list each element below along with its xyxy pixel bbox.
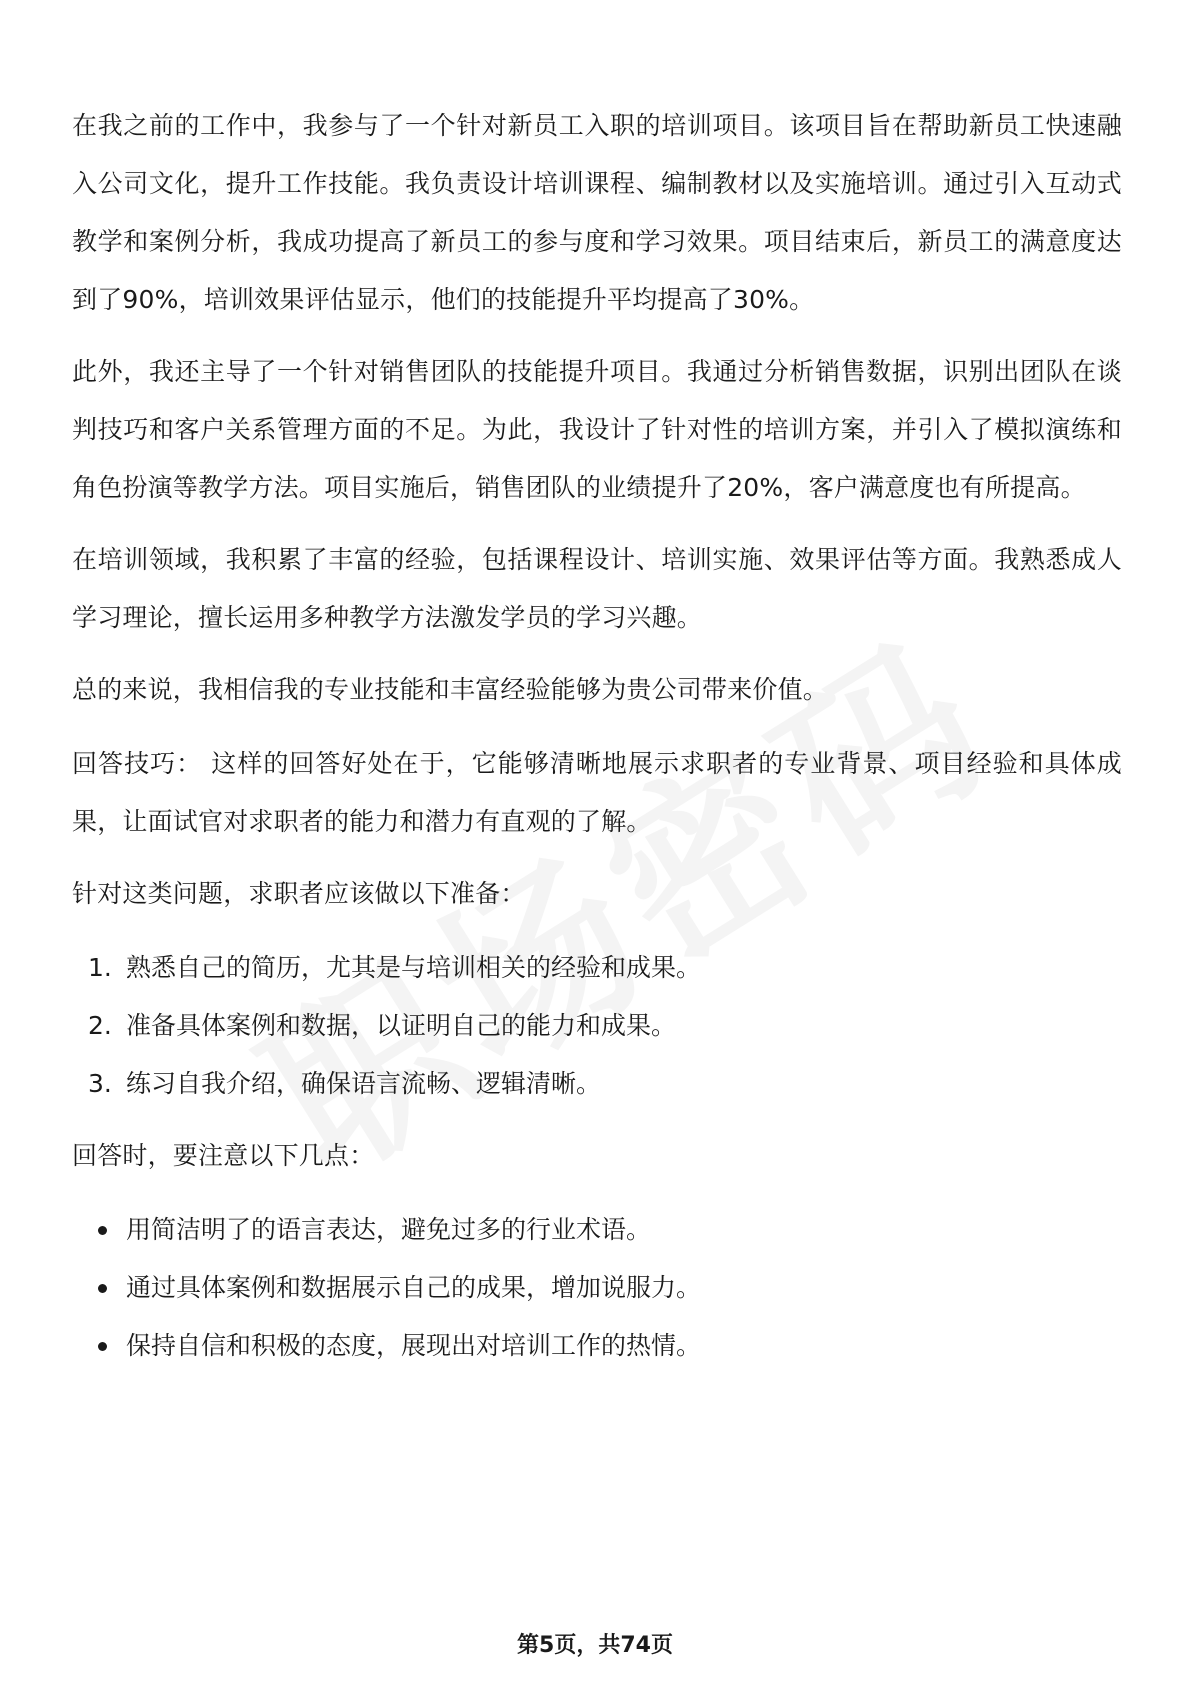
paragraph-training-project: 在我之前的工作中，我参与了一个针对新员工入职的培训项目。该项目旨在帮助新员工快速融入公司文化，提升工作技能。我负责设计培训课程、编制教材以及实施培训。通过引入互动式教学和案例分析，我成功提高了新员工的参与度和学习效果。项目结束后，新员工的满意度达到了90%，培训效果评估显示，他们的技能提升平均提高了30%。	[72, 111, 1122, 314]
paragraph-summary: 总的来说，我相信我的专业技能和丰富经验能够为贵公司带来价值。	[72, 675, 829, 704]
list-item-text: 熟悉自己的简历，尤其是与培训相关的经验和成果。	[126, 953, 702, 982]
paragraph-answer-tips: 回答技巧： 这样的回答好处在于，它能够清晰地展示求职者的专业背景、项目经验和具体成果，让面试官对求职者的能力和潜力有直观的了解。	[72, 749, 1122, 836]
list-item-text: 通过具体案例和数据展示自己的成果，增加说服力。	[126, 1273, 702, 1302]
paragraph-tips-intro: 回答时，要注意以下几点：	[72, 1141, 375, 1170]
list-item	[72, 939, 1122, 997]
paragraph-sales-project: 此外，我还主导了一个针对销售团队的技能提升项目。我通过分析销售数据，识别出团队在谈判技巧和客户关系管理方面的不足。为此，我设计了针对性的培训方案，并引入了模拟演练和角色扮演等教学方法。项目实施后，销售团队的业绩提升了20%，客户满意度也有所提高。	[72, 357, 1122, 502]
tips-list	[72, 1201, 1122, 1375]
bullet-icon	[98, 1342, 107, 1351]
prep-list	[72, 939, 1122, 1113]
bullet-icon	[98, 1226, 107, 1235]
list-item-text: 保持自信和积极的态度，展现出对培训工作的热情。	[126, 1331, 702, 1360]
list-item-text: 用简洁明了的语言表达，避免过多的行业术语。	[126, 1215, 652, 1244]
list-item	[72, 1201, 1122, 1259]
list-number: 2.	[88, 1011, 112, 1040]
paragraph-prep-intro: 针对这类问题，求职者应该做以下准备：	[72, 879, 526, 908]
list-number: 1.	[88, 953, 112, 982]
bullet-icon	[98, 1284, 107, 1293]
list-item	[72, 1259, 1122, 1317]
list-number: 3.	[88, 1069, 112, 1098]
page-content	[72, 97, 1122, 1389]
list-item	[72, 1055, 1122, 1113]
list-item	[72, 1317, 1122, 1375]
list-item	[72, 997, 1122, 1055]
list-item-text: 准备具体案例和数据，以证明自己的能力和成果。	[126, 1011, 677, 1040]
page-number: 第5页，共74页	[517, 1633, 673, 1658]
paragraph-experience: 在培训领域，我积累了丰富的经验，包括课程设计、培训实施、效果评估等方面。我熟悉成人学习理论，擅长运用多种教学方法激发学员的学习兴趣。	[72, 545, 1122, 632]
list-item-text: 练习自我介绍，确保语言流畅、逻辑清晰。	[126, 1069, 602, 1098]
